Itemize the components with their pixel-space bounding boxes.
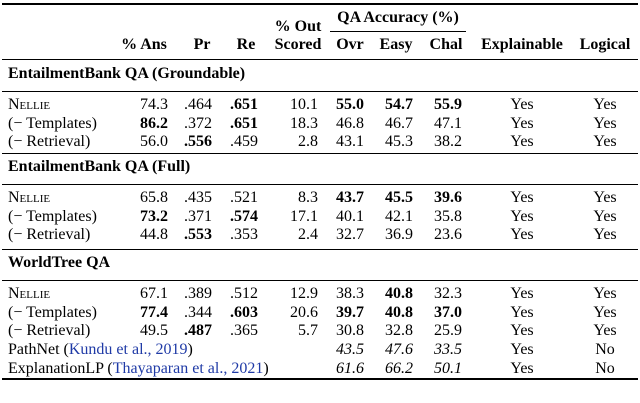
section-rule [2, 249, 638, 250]
table-cell: 25.9 [434, 322, 462, 340]
table-cell: .389 [184, 285, 212, 302]
table-cell: 32.8 [385, 322, 413, 340]
table-cell: 45.3 [385, 133, 413, 151]
table-cell: Yes [510, 189, 534, 206]
table-cell: .459 [230, 133, 258, 151]
table-cell: 40.1 [336, 207, 364, 225]
table-cell: 47.1 [434, 114, 462, 132]
table-cell: Yes [593, 226, 617, 244]
table-cell: Yes [510, 322, 534, 340]
table-cell: 18.3 [290, 114, 318, 132]
table-cell: Yes [510, 207, 534, 225]
table-cell: Yes [593, 114, 617, 132]
header-ovr: Ovr [336, 36, 364, 53]
bottom-rule [2, 378, 638, 380]
table-cell: 54.7 [385, 96, 413, 113]
citation-link[interactable]: Kundu et al., 2019 [68, 341, 188, 359]
table-cell: 86.2 [140, 114, 168, 132]
section-rule [2, 153, 638, 154]
row-name: (− Retrieval) [8, 133, 91, 151]
table-cell: 2.4 [298, 226, 318, 244]
table-cell: 39.6 [434, 189, 462, 206]
table-cell: .553 [184, 226, 212, 244]
row-label [8, 133, 90, 151]
table-cell: 61.6 [336, 359, 364, 377]
row-name: ExplanationLP [8, 359, 104, 377]
table-cell: .435 [184, 189, 212, 206]
table-cell: 23.6 [434, 226, 462, 244]
row-name: Nellie [8, 96, 51, 113]
table-cell: 39.7 [336, 303, 364, 321]
qa-accuracy-underline [330, 31, 466, 32]
table-cell: 12.9 [290, 285, 318, 302]
table-cell: 46.7 [385, 114, 413, 132]
table-cell: 65.8 [140, 189, 168, 206]
table-cell: 36.9 [385, 226, 413, 244]
table-cell: 55.9 [434, 96, 462, 113]
section-title: EntailmentBank QA (Groundable) [8, 65, 246, 82]
table-cell: 20.6 [290, 303, 318, 321]
table-cell: .487 [184, 322, 212, 340]
table-cell: 49.5 [140, 322, 168, 340]
table-cell: 8.3 [298, 189, 318, 206]
table-cell: 47.6 [385, 341, 413, 359]
section-title-rule [2, 280, 638, 281]
header-pct-ans: % Ans [121, 36, 167, 53]
row-name: (− Templates) [8, 303, 97, 321]
row-label: PathNet (Kundu et al., 2019) [8, 341, 193, 359]
table-cell: 5.7 [298, 322, 318, 340]
table-cell: 43.1 [336, 133, 364, 151]
table-cell: 30.8 [336, 322, 364, 340]
header-chal: Chal [429, 36, 463, 53]
table-cell: 44.8 [140, 226, 168, 244]
table-cell: 73.2 [140, 207, 168, 225]
table-cell: .651 [230, 114, 258, 132]
row-label [8, 115, 97, 133]
table-cell: 32.3 [434, 285, 462, 302]
row-label [8, 322, 90, 340]
row-label [8, 208, 97, 226]
row-name: (− Templates) [8, 207, 97, 225]
section-title: WorldTree QA [8, 254, 111, 271]
table-cell: .521 [230, 189, 258, 206]
row-name: PathNet [8, 341, 60, 359]
table-cell: Yes [510, 133, 534, 151]
header-easy: Easy [379, 36, 413, 53]
table-cell: 43.7 [336, 189, 364, 206]
table-cell: 67.1 [140, 285, 168, 302]
table-cell: .464 [184, 96, 212, 113]
table-cell: 38.3 [336, 285, 364, 302]
table-cell: .651 [230, 96, 258, 113]
table-cell: .371 [184, 207, 212, 225]
table-cell: 38.2 [434, 133, 462, 151]
table-cell: Yes [510, 359, 534, 377]
table-cell: Yes [510, 114, 534, 132]
table-cell: .603 [230, 303, 258, 321]
table-cell: 55.0 [336, 96, 364, 113]
table-cell: 33.5 [434, 341, 462, 359]
table-cell: 2.8 [298, 133, 318, 151]
row-name: Nellie [8, 189, 51, 206]
table-cell: .365 [230, 322, 258, 340]
row-label [8, 96, 50, 114]
section-title-rule [2, 184, 638, 185]
row-label: ExplanationLP (Thayaparan et al., 2021) [8, 359, 269, 377]
top-rule [2, 3, 638, 5]
table-cell: 66.2 [385, 359, 413, 377]
header-re: Re [236, 36, 256, 53]
table-cell: Yes [593, 133, 617, 151]
table-cell: 42.1 [385, 207, 413, 225]
table-cell: Yes [510, 226, 534, 244]
table-cell: Yes [593, 322, 617, 340]
table-cell: .344 [184, 303, 212, 321]
table-cell: 35.8 [434, 207, 462, 225]
table-cell: .353 [230, 226, 258, 244]
table-cell: Yes [510, 341, 534, 359]
table-cell: 40.8 [385, 285, 413, 302]
table-cell: 17.1 [290, 207, 318, 225]
table-cell: 50.1 [434, 359, 462, 377]
table-cell: No [595, 341, 615, 359]
table-cell: 74.3 [140, 96, 168, 113]
table-cell: 37.0 [434, 303, 462, 321]
row-name: (− Retrieval) [8, 322, 91, 340]
table-cell: 43.5 [336, 341, 364, 359]
row-label [8, 304, 97, 322]
table-cell: .556 [184, 133, 212, 151]
section-title-rule [2, 91, 638, 92]
row-name: (− Templates) [8, 114, 97, 132]
table-cell: Yes [593, 303, 617, 321]
table-cell: Yes [510, 285, 534, 302]
header-rule [2, 59, 638, 60]
section-title: EntailmentBank QA (Full) [8, 158, 191, 175]
table-cell: Yes [510, 303, 534, 321]
table-cell: Yes [593, 189, 617, 206]
row-name: Nellie [8, 285, 51, 302]
table-cell: Yes [593, 285, 617, 302]
table-cell: .372 [184, 114, 212, 132]
table-cell: No [595, 359, 615, 377]
table-cell: Yes [593, 96, 617, 113]
table-cell: 45.5 [385, 189, 413, 206]
table-cell: 10.1 [290, 96, 318, 113]
row-label [8, 226, 90, 244]
table-cell: 56.0 [140, 133, 168, 151]
table-cell: Yes [593, 207, 617, 225]
table-cell: .574 [230, 207, 258, 225]
table-cell: 32.7 [336, 226, 364, 244]
header-explainable: Explainable [481, 36, 563, 53]
table-cell: 46.8 [336, 114, 364, 132]
table-cell: 77.4 [140, 303, 168, 321]
table-cell: Yes [510, 96, 534, 113]
header-out-line1: % Out [274, 18, 322, 35]
header-out-line2: Scored [274, 36, 322, 53]
row-name: (− Retrieval) [8, 226, 91, 244]
citation-link[interactable]: Thayaparan et al., 2021 [112, 359, 264, 377]
row-label [8, 189, 50, 207]
table-cell: .512 [230, 285, 258, 302]
table-cell: 40.8 [385, 303, 413, 321]
header-qa-accuracy: QA Accuracy (%) [337, 9, 459, 26]
header-logical: Logical [579, 36, 631, 53]
header-pr: Pr [193, 36, 211, 53]
row-label [8, 285, 50, 303]
